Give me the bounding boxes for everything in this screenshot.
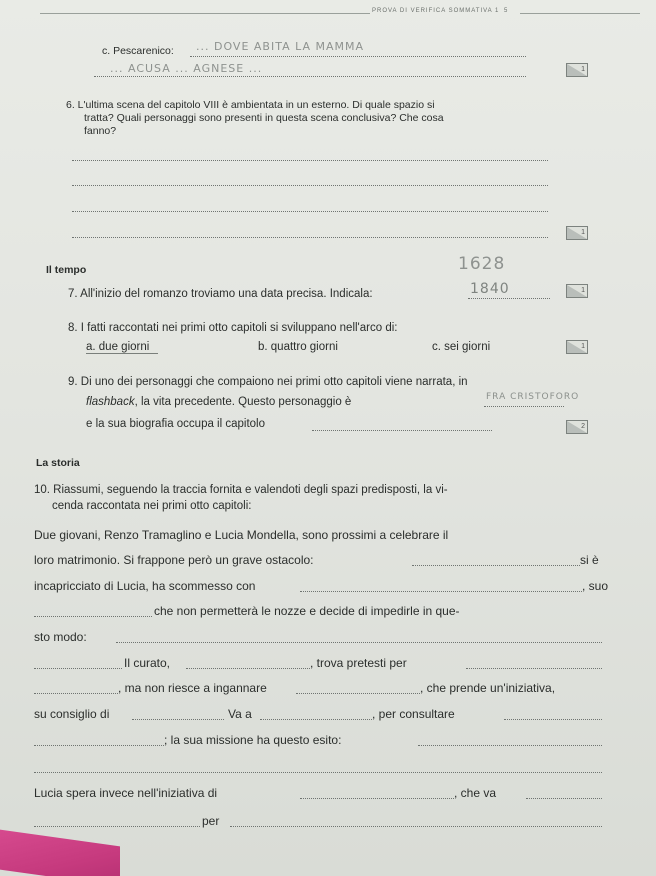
answer-line [72,237,548,238]
answer-line [94,76,526,77]
answer-line[interactable] [300,798,454,799]
q9-text-2b: , la vita precedente. Questo personaggio è [134,396,352,408]
q8-option-a: a. due giorni [86,341,150,353]
q10-p10-b: , che va [454,786,497,800]
answer-line[interactable] [526,798,602,799]
answer-line[interactable] [186,668,310,669]
section-heading-storia: La storia [36,457,80,469]
answer-line[interactable] [230,826,602,827]
handwritten-note: 1628 [458,254,506,274]
q10-p2: loro matrimonio. Si frappone però un grave ostacolo: [34,553,314,567]
q10-p8-b: Va a [228,707,252,721]
q10-p6-b: , trova pretesti per [310,656,407,670]
q10-p6-a: Il curato, [124,656,171,670]
answer-line[interactable] [412,565,580,566]
q9-answer: FRA CRISTOFORO [486,392,580,402]
q9-text-3: e la sua biografia occupa il capitolo [86,418,266,430]
header-rule [40,13,370,14]
answer-line[interactable] [418,745,602,746]
q10-p1: Due giovani, Renzo Tramaglino e Lucia Mondella, sono prossimi a celebrare il [34,528,449,542]
q10-p3: incapricciato di Lucia, ha scommesso con [34,579,256,593]
score-box: 2 [566,420,588,434]
answer-line[interactable] [296,693,420,694]
score-box: 1 [566,340,588,354]
q10-p5: sto modo: [34,630,87,644]
q10-p3-end: , suo [582,579,609,593]
answer-line[interactable] [116,642,602,643]
q8-text: 8. I fatti raccontati nei primi otto capitoli si sviluppano nell'arco di: [68,322,398,334]
answer-line [468,298,550,299]
q6-text-3: fanno? [84,125,117,137]
underline-mark [86,353,158,354]
answer-line[interactable] [34,745,164,746]
q10-text-2: cenda raccontata nei primi otto capitoli: [52,500,252,512]
q10-p9: ; la sua missione ha questo esito: [164,733,342,747]
pink-highlighter-object [0,830,120,876]
answer-line [72,211,548,212]
q10-p8-a: su consiglio di [34,707,110,721]
q10-p4: che non permetterà le nozze e decide di impedirle in que- [154,604,460,618]
q8-option-b: b. quattro giorni [258,341,338,353]
q10-text-1: 10. Riassumi, seguendo la traccia fornita e valendoti degli spazi predisposti, la vi- [34,484,448,496]
q9-text-1: 9. Di uno dei personaggi che compaiono nei primi otto capitoli viene narrata, in [68,376,468,388]
header-title: PROVA DI VERIFICA SOMMATIVA 1 [372,8,500,14]
answer-line[interactable] [466,668,602,669]
q10-p8-c: , per consultare [372,707,455,721]
answer-line[interactable] [300,591,582,592]
answer-line[interactable] [34,772,602,773]
score-box: 1 [566,226,588,240]
q9-text-2 [86,395,351,409]
answer-line[interactable] [34,826,200,827]
q6-text-2: tratta? Quali personaggi sono presenti in questa scena conclusiva? Che cosa [84,112,444,124]
q9-flashback: flashback [86,396,135,408]
q7-text: 7. All'inizio del romanzo troviamo una data precisa. Indicala: [68,288,373,300]
q-c-answer-2: ... ACUSA ... AGNESE ... [110,62,263,75]
answer-line[interactable] [34,668,122,669]
score-box: 1 [566,284,588,298]
answer-line[interactable] [504,719,602,720]
answer-line[interactable] [34,616,152,617]
answer-line [190,56,526,57]
page-header [0,8,656,18]
q10-p11: per [202,814,220,828]
answer-line[interactable] [260,719,372,720]
q-c-answer-1: ... DOVE ABITA LA MAMMA [196,40,365,53]
q10-p2-end: si è [580,553,599,567]
answer-line [484,406,564,407]
q6-text-1: 6. L'ultima scena del capitolo VIII è ambientata in un esterno. Di quale spazio si [66,99,435,111]
header-rule-right [520,13,640,14]
answer-line[interactable] [34,693,118,694]
answer-line [72,160,548,161]
q8-option-c: c. sei giorni [432,341,491,353]
score-box: 1 [566,63,588,77]
page-number: 5 [504,8,509,14]
answer-line [72,185,548,186]
q10-p7-a: , ma non riesce a ingannare [118,681,267,695]
answer-line[interactable] [132,719,224,720]
section-heading-tempo: Il tempo [46,264,87,276]
answer-line [312,430,492,431]
q-c-label: c. Pescarenico: [102,45,174,57]
q10-p10-a: Lucia spera invece nell'iniziativa di [34,786,218,800]
q10-p7-b: , che prende un'iniziativa, [420,681,556,695]
q7-answer: 1840 [470,281,510,297]
